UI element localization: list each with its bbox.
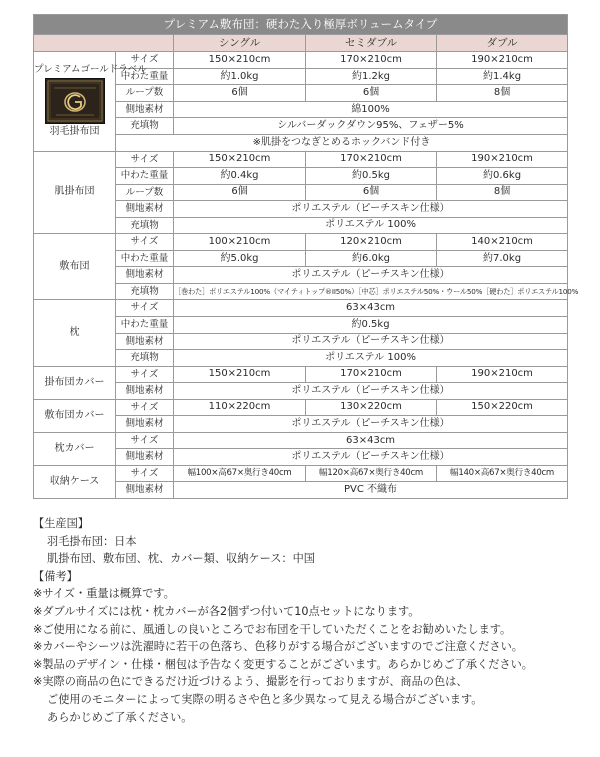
remark-line: ※ダブルサイズには枕・枕カバーが各2個ずつ付いて10点セットになります。	[33, 604, 420, 618]
cell-light-weight-single: 約0.4kg	[174, 168, 306, 185]
cell-light-weight-semidouble: 約0.5kg	[306, 168, 437, 185]
remark-line: ※実際の商品の色にできるだけ近づけるよう、撮影を行っておりますが、商品の色は、	[33, 675, 468, 689]
notes-section	[33, 515, 593, 726]
origin-line: 羽毛掛布団：日本	[47, 534, 137, 548]
cell-pillowcover-fabric: ポリエステル（ピーチスキン仕様）	[174, 449, 568, 466]
cell-mattresscover-fabric: ポリエステル（ピーチスキン仕様）	[174, 416, 568, 433]
cell-mattresscover-size-single: 110×220cm	[174, 399, 306, 416]
label-size: サイズ	[116, 465, 174, 482]
cell-mattress-size-semidouble: 120×210cm	[306, 234, 437, 251]
cell-down-weight-double: 約1.4kg	[437, 68, 568, 85]
cell-pillow-size: 63×43cm	[174, 300, 568, 317]
cell-down-fabric: 綿100%	[174, 101, 568, 118]
label-fabric: 側地素材	[116, 201, 174, 218]
origin-heading: 【生産国】	[33, 517, 89, 530]
remark-line: ※サイズ・重量は概算です。	[33, 587, 175, 601]
col-single: シングル	[174, 34, 306, 52]
cell-duvetcover-fabric: ポリエステル（ピーチスキン仕様）	[174, 383, 568, 400]
cell-case-size-double: 幅140×高67×奥行き40cm	[437, 465, 568, 482]
label-filling: 充填物	[116, 118, 174, 135]
label-fabric: 側地素材	[116, 101, 174, 118]
remark-line: ※ご使用になる前に、風通しの良いところでお布団を干していただくことをお勧めいたします。	[33, 622, 512, 636]
label-size: サイズ	[116, 300, 174, 317]
label-weight: 中わた重量	[116, 250, 174, 267]
col-semidouble: セミダブル	[306, 34, 437, 52]
cell-down-size-semidouble: 170×210cm	[306, 52, 437, 69]
cell-light-size-semidouble: 170×210cm	[306, 151, 437, 168]
cell-mattress-fabric: ポリエステル（ピーチスキン仕様）	[174, 267, 568, 284]
remark-continued-line: ご使用のモニターによって実際の明るさや色と多少異なって見える場合がございます。	[47, 692, 483, 706]
label-weight: 中わた重量	[116, 168, 174, 185]
cell-duvetcover-size-semidouble: 170×210cm	[306, 366, 437, 383]
remark-line: ※製品のデザイン・仕様・梱包は予告なく変更することがございます。あらかじめご了承ください。	[33, 657, 533, 671]
label-loops: ループ数	[116, 85, 174, 102]
cell-down-note: ※肌掛をつなぎとめるホックバンド付き	[116, 134, 568, 151]
remark-line: ※カバーやシーツは洗濯時に若干の色落ち、色移りがする場合がございますのでご注意ください。	[33, 640, 523, 654]
cell-down-weight-semidouble: 約1.2kg	[306, 68, 437, 85]
col-double: ダブル	[437, 34, 568, 52]
cell-light-loops-semidouble: 6個	[306, 184, 437, 201]
cell-down-size-double: 190×210cm	[437, 52, 568, 69]
label-fabric: 側地素材	[116, 333, 174, 350]
cell-down-loops-semidouble: 6個	[306, 85, 437, 102]
cell-down-weight-single: 約1.0kg	[174, 68, 306, 85]
header-corner	[34, 34, 174, 52]
cell-light-size-single: 150×210cm	[174, 151, 306, 168]
cell-duvetcover-size-double: 190×210cm	[437, 366, 568, 383]
cell-mattresscover-size-double: 150×220cm	[437, 399, 568, 416]
label-size: サイズ	[116, 234, 174, 251]
remark-continued-line: あらかじめご了承ください。	[47, 710, 193, 724]
cell-mattress-weight-single: 約5.0kg	[174, 250, 306, 267]
cell-case-size-semidouble: 幅120×高67×奥行き40cm	[306, 465, 437, 482]
cell-mattress-size-single: 100×210cm	[174, 234, 306, 251]
label-fabric: 側地素材	[116, 383, 174, 400]
product-pillow-cover: 枕カバー	[34, 432, 116, 465]
cell-light-filling: ポリエステル 100%	[174, 217, 568, 234]
label-fabric: 側地素材	[116, 267, 174, 284]
cell-mattress-weight-semidouble: 約6.0kg	[306, 250, 437, 267]
label-size: サイズ	[116, 432, 174, 449]
cell-pillow-filling: ポリエステル 100%	[174, 350, 568, 367]
label-size: サイズ	[116, 399, 174, 416]
cell-duvetcover-size-single: 150×210cm	[174, 366, 306, 383]
spec-table	[33, 14, 579, 499]
label-loops: ループ数	[116, 184, 174, 201]
cell-light-fabric: ポリエステル（ピーチスキン仕様）	[174, 201, 568, 218]
table-title: プレミアム敷布団：硬わた入り極厚ボリュームタイプ	[34, 15, 568, 35]
cell-down-loops-single: 6個	[174, 85, 306, 102]
label-size: サイズ	[116, 366, 174, 383]
cell-case-fabric: PVC 不織布	[174, 482, 568, 499]
cell-down-filling: シルバーダックダウン95%、フェザー5%	[174, 118, 568, 135]
cell-light-weight-double: 約0.6kg	[437, 168, 568, 185]
cell-light-loops-double: 8個	[437, 184, 568, 201]
label-filling: 充填物	[116, 283, 174, 300]
label-fabric: 側地素材	[116, 482, 174, 499]
label-filling: 充填物	[116, 350, 174, 367]
product-mattress: 敷布団	[34, 234, 116, 300]
cell-pillow-weight: 約0.5kg	[174, 316, 568, 333]
cell-mattress-weight-double: 約7.0kg	[437, 250, 568, 267]
label-weight: 中わた重量	[116, 68, 174, 85]
cell-mattress-size-double: 140×210cm	[437, 234, 568, 251]
cell-case-size-single: 幅100×高67×奥行き40cm	[174, 465, 306, 482]
label-filling: 充填物	[116, 217, 174, 234]
origin-line: 肌掛布団、敷布団、枕、カバー類、収納ケース：中国	[47, 552, 315, 566]
cell-mattresscover-size-semidouble: 130×220cm	[306, 399, 437, 416]
product-duvet-cover: 掛布団カバー	[34, 366, 116, 399]
cell-pillow-fabric: ポリエステル（ピーチスキン仕様）	[174, 333, 568, 350]
label-fabric: 側地素材	[116, 449, 174, 466]
cell-mattress-filling: ［巻わた］ポリエステル100%（マイティトップ®II50%）［中芯］ポリエステル50%・ウール50%［硬わた］ポリエステル100%	[174, 283, 568, 300]
product-mattress-cover: 敷布団カバー	[34, 399, 116, 432]
cell-light-size-double: 190×210cm	[437, 151, 568, 168]
product-down-name: プレミアムゴールドラベル	[34, 64, 147, 76]
label-size: サイズ	[116, 151, 174, 168]
product-storage-case: 収納ケース	[34, 465, 116, 498]
cell-down-loops-double: 8個	[437, 85, 568, 102]
cell-down-size-single: 150×210cm	[174, 52, 306, 69]
premium-gold-label-logo-icon	[45, 78, 105, 124]
label-weight: 中わた重量	[116, 316, 174, 333]
product-pillow: 枕	[34, 300, 116, 366]
label-fabric: 側地素材	[116, 416, 174, 433]
product-light-duvet: 肌掛布団	[34, 151, 116, 234]
product-down-subname: 羽毛掛布団	[49, 126, 100, 138]
remarks-heading: 【備考】	[33, 569, 78, 583]
label-size: サイズ	[116, 52, 174, 69]
cell-light-loops-single: 6個	[174, 184, 306, 201]
cell-pillowcover-size: 63×43cm	[174, 432, 568, 449]
